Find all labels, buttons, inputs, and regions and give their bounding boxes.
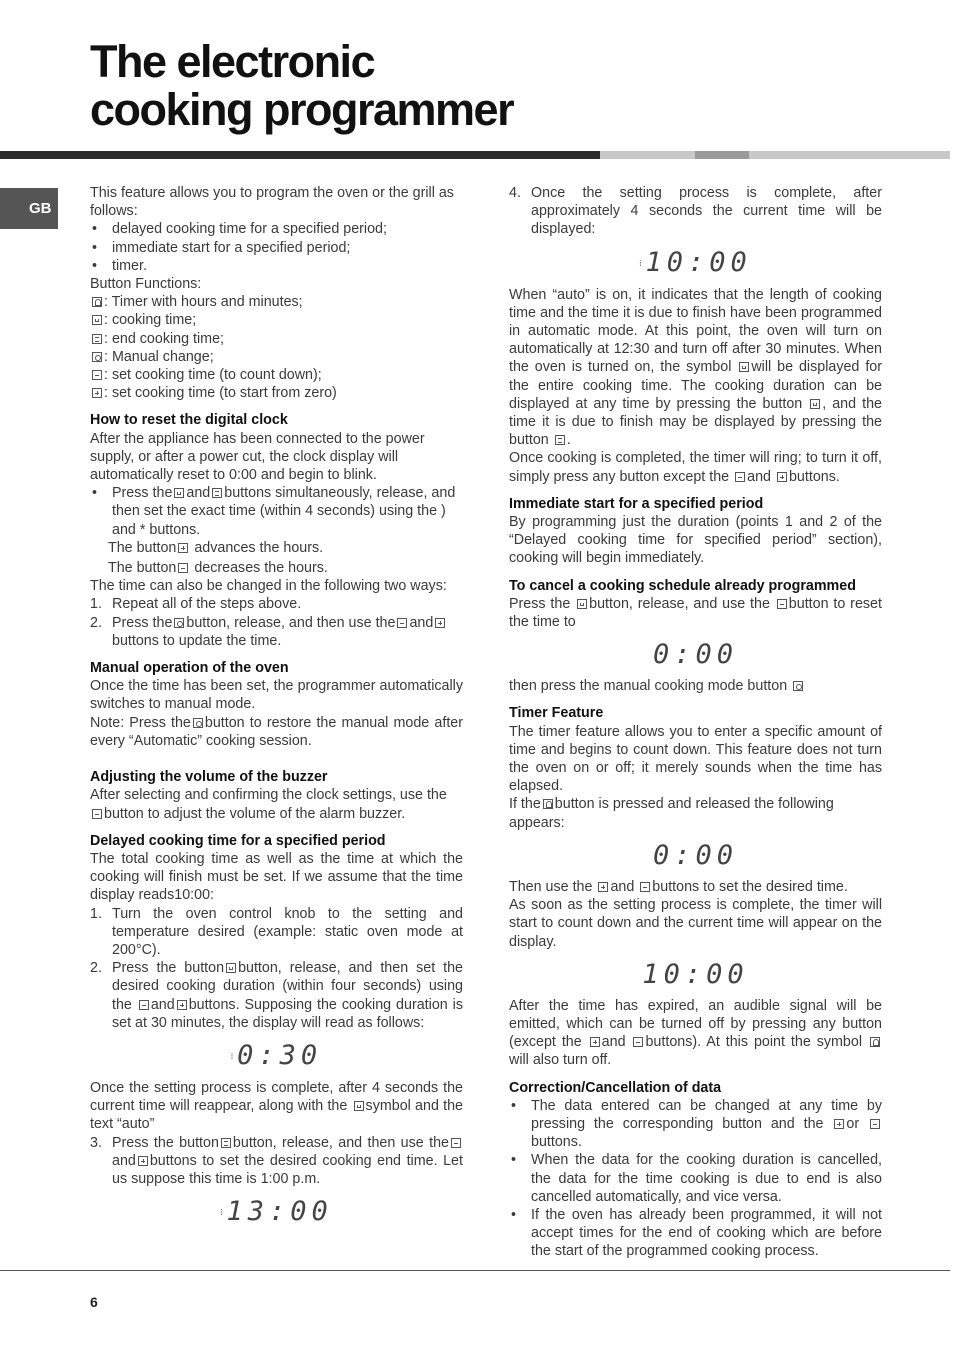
minus-icon: [139, 1000, 149, 1010]
manual-mode-icon: [92, 352, 102, 362]
end-cooking-icon: [212, 488, 222, 498]
auto-explanation: When “auto” is on, it indicates that the length of cooking time and the time it is due to finish have been programmed in automatic mode. At this point, the oven will turn on automatically at 12:30 and turn off after 30 minutes. When the oven is turned on, the symbol will be displayed for the entire cooking time. The cooking duration can be displayed at any time by pressing the button , and the time it is due to finish may be displayed by pressing the button .: [509, 286, 882, 449]
manual-note: Note: Press the button to restore the manual mode after every “Automatic” cooking session.: [90, 714, 463, 749]
minus-icon: [397, 618, 407, 628]
header-rule-light: [600, 151, 950, 159]
buzzer-text: After selecting and confirming the clock settings, use the button to adjust the volume of the alarm buzzer.: [90, 787, 447, 822]
minus-icon: [92, 370, 102, 380]
cancel-text: Press the button, release, and use the button to reset the time to: [509, 595, 882, 631]
function-end-time: : end cooking time;: [90, 330, 463, 348]
page-title: [90, 38, 513, 134]
manual-mode-icon: [793, 681, 803, 691]
display-0-30: ⁞ 0:30: [230, 1039, 323, 1071]
correction-item: • When the data for the cooking duration is cancelled, the data for the time cooking is due to end is also cancelled automatically, and vice versa.: [509, 1151, 882, 1206]
plus-icon: [92, 388, 102, 398]
function-cooking-time: : cooking time;: [90, 311, 463, 329]
minus-icon: [735, 472, 745, 482]
plus-icon: [590, 1037, 600, 1047]
manual-mode-icon: [174, 618, 184, 628]
function-minus: : set cooking time (to count down);: [90, 366, 463, 384]
minus-icon: [633, 1037, 643, 1047]
timer-set-text: Then use the and buttons to set the desired time.: [509, 878, 848, 895]
cooking-symbol-icon: [739, 362, 749, 372]
reset-minus-line: The button decreases the hours.: [108, 560, 328, 577]
auto-indicator-icon: ⁞: [230, 1051, 234, 1061]
reset-way-1: 1. Repeat all of the steps above.: [90, 596, 302, 613]
cooking-symbol-icon: [354, 1101, 364, 1111]
cooking-complete-text: Once cooking is completed, the timer will ring; to turn it off, simply press any button except the and buttons.: [509, 450, 882, 485]
timer-expired-text: After the time has expired, an audible signal will be emitted, which can be turned off by pressing any button (except the and buttons). At this point the symbol will also turn off.: [509, 997, 882, 1069]
title-line-2: cooking programmer: [90, 84, 514, 135]
header-rule-mid: [695, 151, 749, 159]
mode-item: • immediate start for a specified period;: [90, 239, 463, 257]
right-column: [509, 184, 882, 1261]
reset-text: After the appliance has been connected to the power supply, or after a power cut, the clock display will automatically reset to 0:00 and begin to blink.: [90, 430, 425, 484]
function-manual: : Manual change;: [90, 348, 463, 366]
minus-icon: [92, 809, 102, 819]
manual-text: Once the time has been set, the programmer automatically switches to manual mode.: [90, 678, 463, 713]
reset-plus-line: The button advances the hours.: [108, 539, 324, 556]
delayed-text: The total cooking time as well as the time at which the cooking will finish must be set. If we assume that the time display reads10:00:: [90, 850, 463, 904]
auto-indicator-icon: ⁞: [639, 258, 642, 268]
timer-press-text: If the button is pressed and released the following appears:: [509, 796, 834, 831]
language-tab: GB: [0, 188, 58, 229]
footer-rule: [0, 1270, 950, 1271]
reset-step: • Press the and buttons simultaneously, release, and then set the exact time (within 4 seconds) using the ) and * buttons.: [90, 484, 463, 539]
immediate-text: By programming just the duration (points 1 and 2 of the “Delayed cooking time for specified period” section), cooking will begin immediately.: [509, 514, 882, 567]
end-cooking-icon: [221, 1138, 231, 1148]
timer-text: The timer feature allows you to enter a specific amount of time and begins to count down. This feature does not turn the oven on or off; it merely sounds when the time has elapsed.: [509, 723, 882, 795]
page-number: 6: [90, 1294, 98, 1310]
button-functions-label: Button Functions:: [90, 276, 202, 293]
after-setting-text: Once the setting process is complete, after 4 seconds the current time will reappear, along with the symbol and the text “auto”: [90, 1079, 463, 1133]
manual-mode-icon: [193, 718, 203, 728]
cooking-time-icon: [577, 599, 587, 609]
auto-indicator-icon: ⁞: [220, 1208, 223, 1218]
plus-icon: [435, 618, 445, 628]
plus-icon: [598, 882, 608, 892]
plus-icon: [138, 1156, 148, 1166]
cooking-time-icon: [92, 315, 102, 325]
header-rule-dark: [0, 151, 600, 159]
timer-heading: Timer Feature: [509, 705, 604, 722]
reset-way-2: 2. Press the button, release, and then use the andbuttons to update the time.: [90, 614, 463, 650]
title-line-1: The electronic: [90, 36, 375, 87]
minus-icon: [451, 1138, 461, 1148]
manual-button-text: then press the manual cooking mode button: [509, 677, 882, 695]
intro-text: This feature allows you to program the oven or the grill as follows:: [90, 185, 454, 220]
correction-item: • The data entered can be changed at any time by pressing the corresponding button and the or buttons.: [509, 1097, 882, 1152]
cancel-heading: To cancel a cooking schedule already programmed: [509, 577, 856, 594]
delayed-step-4: 4. Once the setting process is complete, after approximately 4 seconds the current time will be displayed:: [509, 185, 882, 238]
delayed-step-3: 3. Press the button button, release, and then use theand buttons to set the desired cooking end time. Let us suppose this time is 1:00 p.m.: [90, 1134, 463, 1187]
plus-icon: [777, 472, 787, 482]
function-plus: : set cooking time (to start from zero): [90, 384, 463, 402]
minus-icon: [178, 563, 188, 573]
buzzer-heading: Adjusting the volume of the buzzer: [90, 769, 328, 786]
reset-heading: How to reset the digital clock: [90, 412, 288, 429]
mode-item: • delayed cooking time for a specified period;: [90, 220, 463, 238]
minus-icon: [870, 1119, 880, 1129]
minus-icon: [777, 599, 787, 609]
delayed-step-1: 1. Turn the oven control knob to the setting and temperature desired (example: static oven mode at 200°C).: [90, 905, 463, 958]
two-ways-text: The time can also be changed in the following two ways:: [90, 578, 447, 595]
display-0-00-timer: 0:00: [652, 839, 739, 871]
display-10-00: ⁞ 10:00: [639, 246, 752, 278]
minus-icon: [640, 882, 650, 892]
manual-heading: Manual operation of the oven: [90, 660, 289, 677]
end-cooking-icon: [555, 435, 565, 445]
cooking-time-icon: [226, 963, 236, 973]
display-0-00-reset: 0:00: [652, 639, 739, 671]
timer-bell-icon: [543, 799, 553, 809]
plus-icon: [177, 1000, 187, 1010]
display-13-00: ⁞ 13:00: [220, 1196, 333, 1228]
timer-countdown-text: As soon as the setting process is complete, the timer will start to count down and the current time will appear on the display.: [509, 897, 882, 950]
immediate-heading: Immediate start for a specified period: [509, 495, 764, 512]
end-cooking-icon: [92, 334, 102, 344]
mode-item: • timer.: [90, 257, 463, 275]
timer-bell-icon: [92, 297, 102, 307]
function-timer: : Timer with hours and minutes;: [90, 293, 463, 311]
timer-bell-icon: [870, 1037, 880, 1047]
left-column: [90, 184, 463, 1235]
correction-item: • If the oven has already been programmed, it will not accept times for the end of cooking which are before the start of the programmed cooking process.: [509, 1206, 882, 1261]
delayed-step-2: 2. Press the button button, release, and then set the desired cooking duration (within four seconds) using the and buttons. Supposing the cooking duration is set at 30 minutes, the display will read as follows:: [90, 960, 463, 1031]
plus-icon: [178, 543, 188, 553]
delayed-heading: Delayed cooking time for a specified period: [90, 832, 386, 849]
correction-heading: Correction/Cancellation of data: [509, 1079, 722, 1096]
cooking-time-icon: [810, 399, 820, 409]
display-10-00-timer: 10:00: [642, 958, 749, 990]
cooking-time-icon: [174, 488, 184, 498]
plus-icon: [834, 1119, 844, 1129]
